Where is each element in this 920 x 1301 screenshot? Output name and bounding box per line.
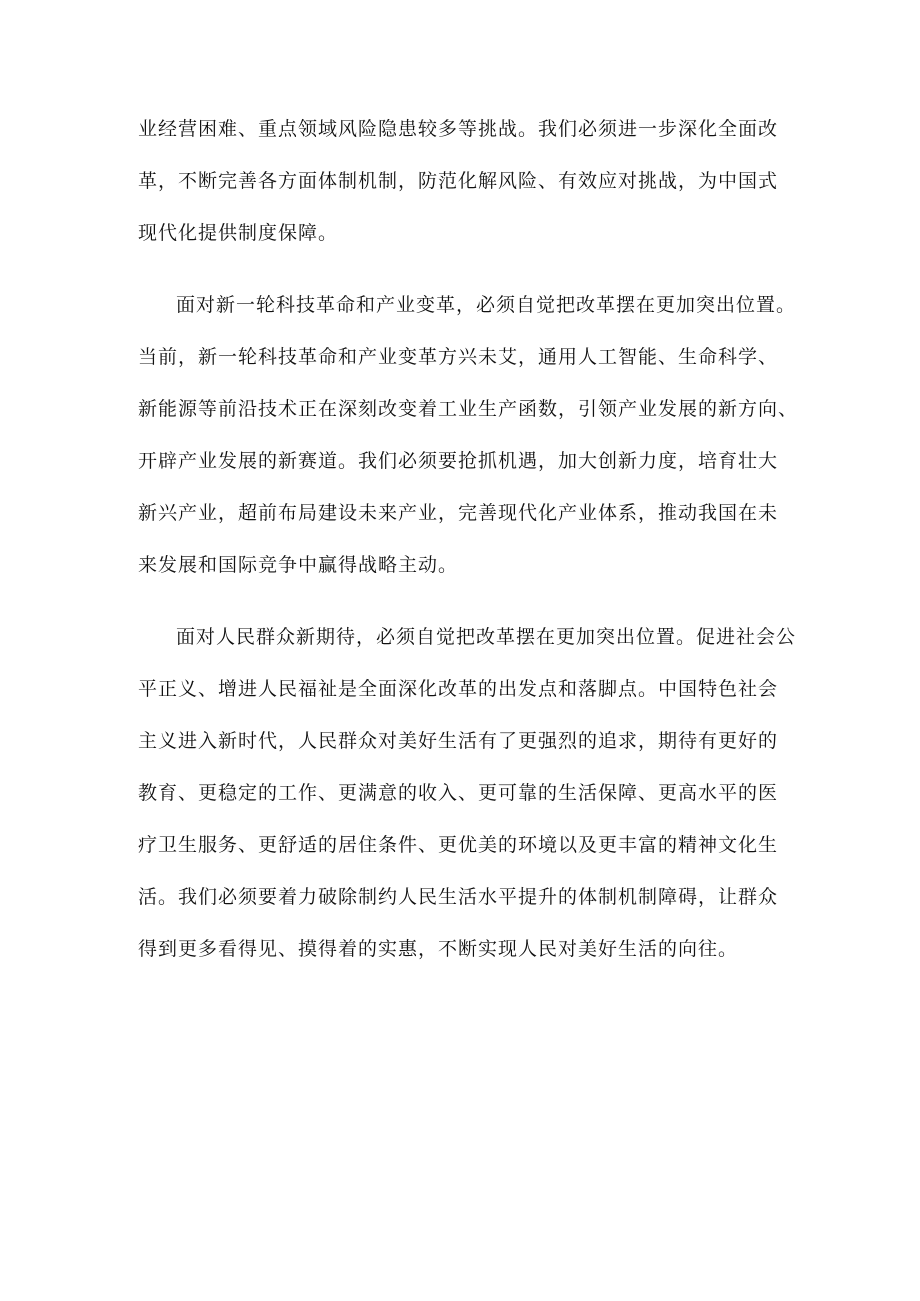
paragraph-3-line-5: 疗卫生服务、更舒适的居住条件、更优美的环境以及更丰富的精神文化生 xyxy=(138,834,779,856)
paragraph-2-line-5: 新兴产业，超前布局建设未来产业，完善现代化产业体系，推动我国在未 xyxy=(138,502,779,524)
paragraph-3-line-7: 得到更多看得见、摸得着的实惠，不断实现人民对美好生活的向往。 xyxy=(138,938,739,960)
paragraph-2-line-4: 开辟产业发展的新赛道。我们必须要抢抓机遇，加大创新力度，培育壮大 xyxy=(138,450,779,472)
paragraph-2-line-3: 新能源等前沿技术正在深刻改变着工业生产函数，引领产业发展的新方向、 xyxy=(138,398,799,420)
paragraph-3-line-2: 平正义、增进人民福祉是全面深化改革的出发点和落脚点。中国特色社会 xyxy=(138,678,779,700)
paragraph-3-line-4: 教育、更稳定的工作、更满意的收入、更可靠的生活保障、更高水平的医 xyxy=(138,782,779,804)
paragraph-2-line-6: 来发展和国际竞争中赢得战略主动。 xyxy=(138,554,459,576)
paragraph-2-line-1: 面对新一轮科技革命和产业变革，必须自觉把改革摆在更加突出位置。 xyxy=(176,294,797,316)
paragraph-1-line-3: 现代化提供制度保障。 xyxy=(138,222,339,244)
paragraph-2-line-2: 当前，新一轮科技革命和产业变革方兴未艾，通用人工智能、生命科学、 xyxy=(138,346,779,368)
paragraph-3-line-3: 主义进入新时代，人民群众对美好生活有了更强烈的追求，期待有更好的 xyxy=(138,730,779,752)
paragraph-3-line-1: 面对人民群众新期待，必须自觉把改革摆在更加突出位置。促进社会公 xyxy=(176,626,797,648)
paragraph-1-line-1: 业经营困难、重点领域风险隐患较多等挑战。我们必须进一步深化全面改 xyxy=(138,118,779,140)
paragraph-3-line-6: 活。我们必须要着力破除制约人民生活水平提升的体制机制障碍，让群众 xyxy=(138,886,779,908)
paragraph-1-line-2: 革，不断完善各方面体制机制，防范化解风险、有效应对挑战，为中国式 xyxy=(138,170,779,192)
